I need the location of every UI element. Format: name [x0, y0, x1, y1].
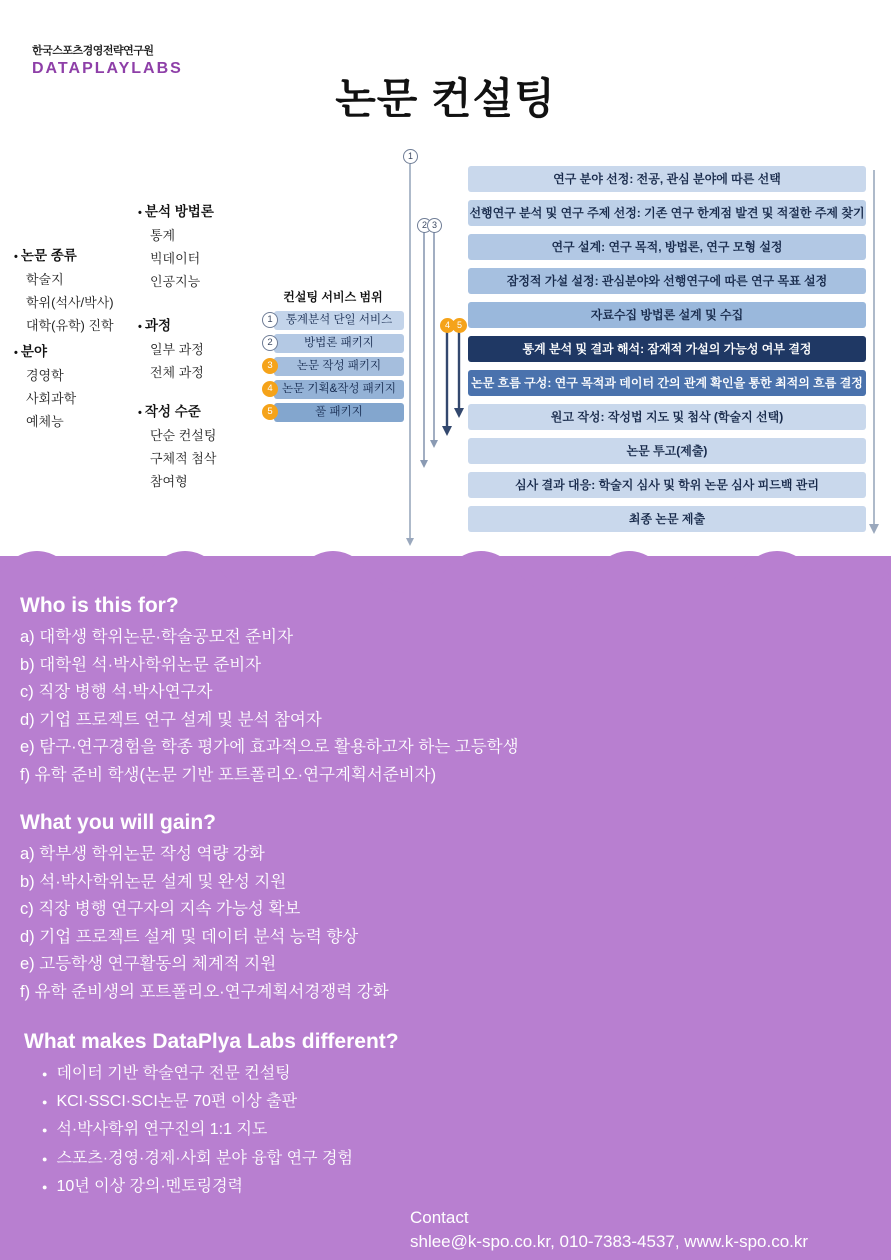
gain-item: c) 직장 병행 연구자의 지속 가능성 확보	[20, 900, 301, 918]
scope-number-badge: 1	[262, 312, 278, 328]
service-scope-title: 컨설팅 서비스 범위	[283, 290, 383, 304]
page-title: 논문 컨설팅	[335, 75, 556, 122]
logo-brand-text: DATAPLAYLABS	[32, 60, 183, 77]
contact-info[interactable]: shlee@k-spo.co.kr, 010-7383-4537, www.k-spo.co.kr	[410, 1232, 809, 1251]
column-heading: • 분야	[14, 340, 76, 360]
scope-number-badge: 2	[262, 335, 278, 351]
different-item: ● 10년 이상 강의·멘토링경력	[42, 1173, 873, 1201]
scope-number-badge: 3	[262, 358, 278, 374]
who-item: f) 유학 준비 학생(논문 기반 포트폴리오·연구계획서준비자)	[20, 765, 437, 784]
gain-item: a) 학부생 학위논문 작성 역량 강화	[20, 845, 265, 863]
who-item: d) 기업 프로젝트 연구 설계 및 분석 참여자	[20, 710, 322, 729]
who-item: c) 직장 병행 석·박사연구자	[20, 683, 213, 701]
logo-korean-text: 한국스포츠경영전략연구원	[32, 45, 154, 57]
different-item: ● 석·박사학위 연구진의 1:1 지도	[42, 1116, 873, 1144]
gain-item: b) 석·박사학위논문 설계 및 완성 지원	[20, 872, 287, 891]
who-item: b) 대학원 석·박사학위논문 준비자	[20, 655, 262, 674]
who-item: e) 탐구·연구경험을 학종 평가에 효과적으로 활용하고자 하는 고등학생	[20, 738, 519, 756]
column-heading: • 분석 방법론	[138, 200, 214, 220]
wave-divider	[0, 542, 891, 598]
different-item: ● KCI·SSCI·SCI논문 70편 이상 출판	[42, 1088, 873, 1116]
column-heading: • 작성 수준	[138, 400, 216, 420]
scope-bar-label: 방법론 패키지	[274, 334, 404, 353]
flow-step: 잠정적 가설 설정: 관심분야와 선행연구에 따른 연구 목표 설정	[468, 268, 866, 294]
process-flow-list	[468, 166, 866, 540]
flow-step: 연구 분야 선정: 전공, 관심 분야에 따른 선택	[468, 166, 866, 192]
connector-badge-4: 4	[440, 318, 455, 333]
column-heading: • 논문 종류	[14, 244, 114, 264]
content-sections	[0, 594, 891, 1201]
flow-step: 통계 분석 및 결과 해석: 잠재적 가설의 가능성 여부 결정	[468, 336, 866, 362]
section-title-who: Who is this for?	[20, 594, 179, 617]
scope-bar-label: 풀 패키지	[274, 403, 404, 422]
consulting-diagram	[0, 140, 891, 560]
gain-item: f) 유학 준비생의 포트폴리오·연구계획서경쟁력 강화	[20, 982, 389, 1001]
flow-step: 논문 흐름 구성: 연구 목적과 데이터 간의 관계 확인을 통한 최적의 흐름 결정	[468, 370, 866, 396]
contact-block	[410, 1206, 808, 1254]
scope-bar-label: 통계분석 단일 서비스	[274, 311, 404, 330]
gain-item: d) 기업 프로젝트 설계 및 데이터 분석 능력 향상	[20, 927, 359, 946]
connector-badge-1: 1	[403, 149, 418, 164]
flow-step: 선행연구 분석 및 연구 주제 선정: 기존 연구 한계점 발견 및 적절한 주제 찾기	[468, 200, 866, 226]
column-item: 학위(석사/박사)	[26, 295, 114, 310]
scope-bar-label: 논문 기획&작성 패키지	[274, 380, 404, 399]
column-item: 빅데이터	[150, 251, 201, 266]
different-item: ● 스포츠·경영·경제·사회 분야 융합 연구 경험	[42, 1145, 873, 1173]
column-item: 인공지능	[150, 274, 201, 289]
column-item: 학술지	[26, 272, 64, 287]
scope-number-badge: 5	[262, 404, 278, 420]
flow-step: 자료수집 방법론 설계 및 수집	[468, 302, 866, 328]
column-heading: • 과정	[138, 314, 204, 334]
section-title-different: What makes DataPlya Labs different?	[24, 1030, 399, 1053]
column-item: 경영학	[26, 368, 64, 383]
contact-label: Contact	[410, 1208, 469, 1227]
column-item: 참여형	[150, 474, 188, 489]
column-item: 전체 과정	[150, 365, 204, 380]
connector-badge-5: 5	[452, 318, 467, 333]
flow-step: 최종 논문 제출	[468, 506, 866, 532]
section-title-gain: What you will gain?	[20, 811, 216, 834]
flow-step: 논문 투고(제출)	[468, 438, 866, 464]
column-item: 단순 컨설팅	[150, 428, 217, 443]
column-item: 사회과학	[26, 391, 77, 406]
column-item: 대학(유학) 진학	[26, 318, 114, 333]
column-item: 일부 과정	[150, 342, 204, 357]
connector-badge-3: 3	[427, 218, 442, 233]
gain-item: e) 고등학생 연구활동의 체계적 지원	[20, 955, 277, 973]
flow-step: 원고 작성: 작성법 지도 및 첨삭 (학술지 선택)	[468, 404, 866, 430]
scope-number-badge: 4	[262, 381, 278, 397]
column-item: 예체능	[26, 414, 64, 429]
column-item: 구체적 첨삭	[150, 451, 217, 466]
different-item: ● 데이터 기반 학술연구 전문 컨설팅	[42, 1060, 873, 1088]
flow-step: 연구 설계: 연구 목적, 방법론, 연구 모형 설정	[468, 234, 866, 260]
connector-badge-2: 2	[417, 218, 432, 233]
who-item: a) 대학생 학위논문·학술공모전 준비자	[20, 628, 294, 646]
column-item: 통계	[150, 228, 176, 243]
scope-bar-label: 논문 작성 패키지	[274, 357, 404, 376]
flow-step: 심사 결과 대응: 학술지 심사 및 학위 논문 심사 피드백 관리	[468, 472, 866, 498]
